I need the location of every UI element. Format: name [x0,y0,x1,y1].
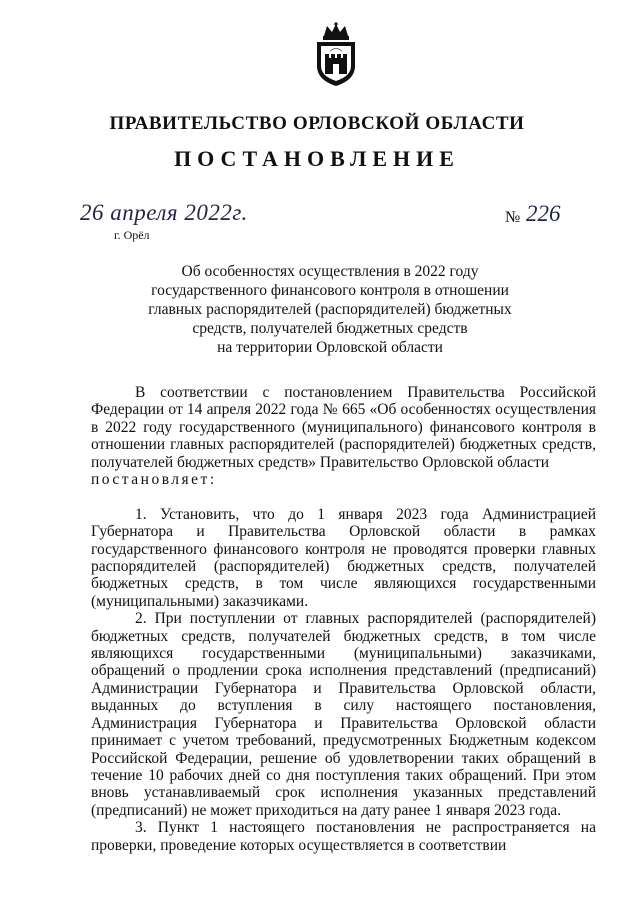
document-subject [120,262,540,357]
subject-line: государственного финансового контроля в отношении [151,282,509,299]
document-number: 226 [526,201,561,226]
document-date: 26 апреля 2022г. [80,200,248,225]
paragraph-3: 3. Пункт 1 настоящего постановления не распространяется на проверки, проведение которых осуществляется в соответствии [91,819,596,854]
subject-line: средств, получателей бюджетных средств [192,320,468,337]
preamble-paragraph: В соответствии с постановлением Правительства Российской Федерации от 14 апреля 2022 года № 665 «Об особенностях осуществления в 2022 году государственного (муниципального) финансового контроля в отношении главных распорядителей (распорядителей) бюджетных средств, получателей бюджетных средств» Правительство Орловской области [91,384,596,471]
document-type: ПОСТАНОВЛЕНИЕ [174,146,460,171]
organization-title: ПРАВИТЕЛЬСТВО ОРЛОВСКОЙ ОБЛАСТИ [109,113,525,134]
subject-line: главных распорядителей (распорядителей) бюджетных [148,301,512,318]
resolves-word: постановляет: [91,471,217,489]
subject-line: на территории Орловской области [217,339,443,356]
document-body [91,384,596,854]
number-label: № [505,209,521,226]
city-label: г. Орёл [114,228,150,242]
paragraph-2: 2. При поступлении от главных распорядителей (распорядителей) бюджетных средств, получателей бюджетных средств, в том числе являющихся государственными (муниципальными) заказчиками, обращений о продлении срока исполнения представлений (предписаний) Администрации Губернатора и Правительства Орловской области, выданных до вступления в силу настоящего постановления, Администрация Губернатора и Правительства Орловской области принимает с учетом требований, предусмотренных Бюджетным кодексом Российской Федерации, решение об удовлетворении таких обращений в течение 10 рабочих дней со дня поступления таких обращений. При этом вновь устанавливаемый срок исполнения указанных представлений (предписаний) не может приходиться на дату ранее 1 января 2023 года. [91,610,596,819]
subject-line: Об особенностях осуществления в 2022 году [181,263,479,280]
paragraph-1: 1. Установить, что до 1 января 2023 года Администрацией Губернатора и Правительства Орловской области в рамках государственного финансового контроля не проводятся проверки главных распорядителей (распорядителей) бюджетных средств, получателей бюджетных средств, в том числе являющихся государственными (муниципальными) заказчиками. [91,505,596,610]
coat-of-arms-icon [311,22,361,88]
